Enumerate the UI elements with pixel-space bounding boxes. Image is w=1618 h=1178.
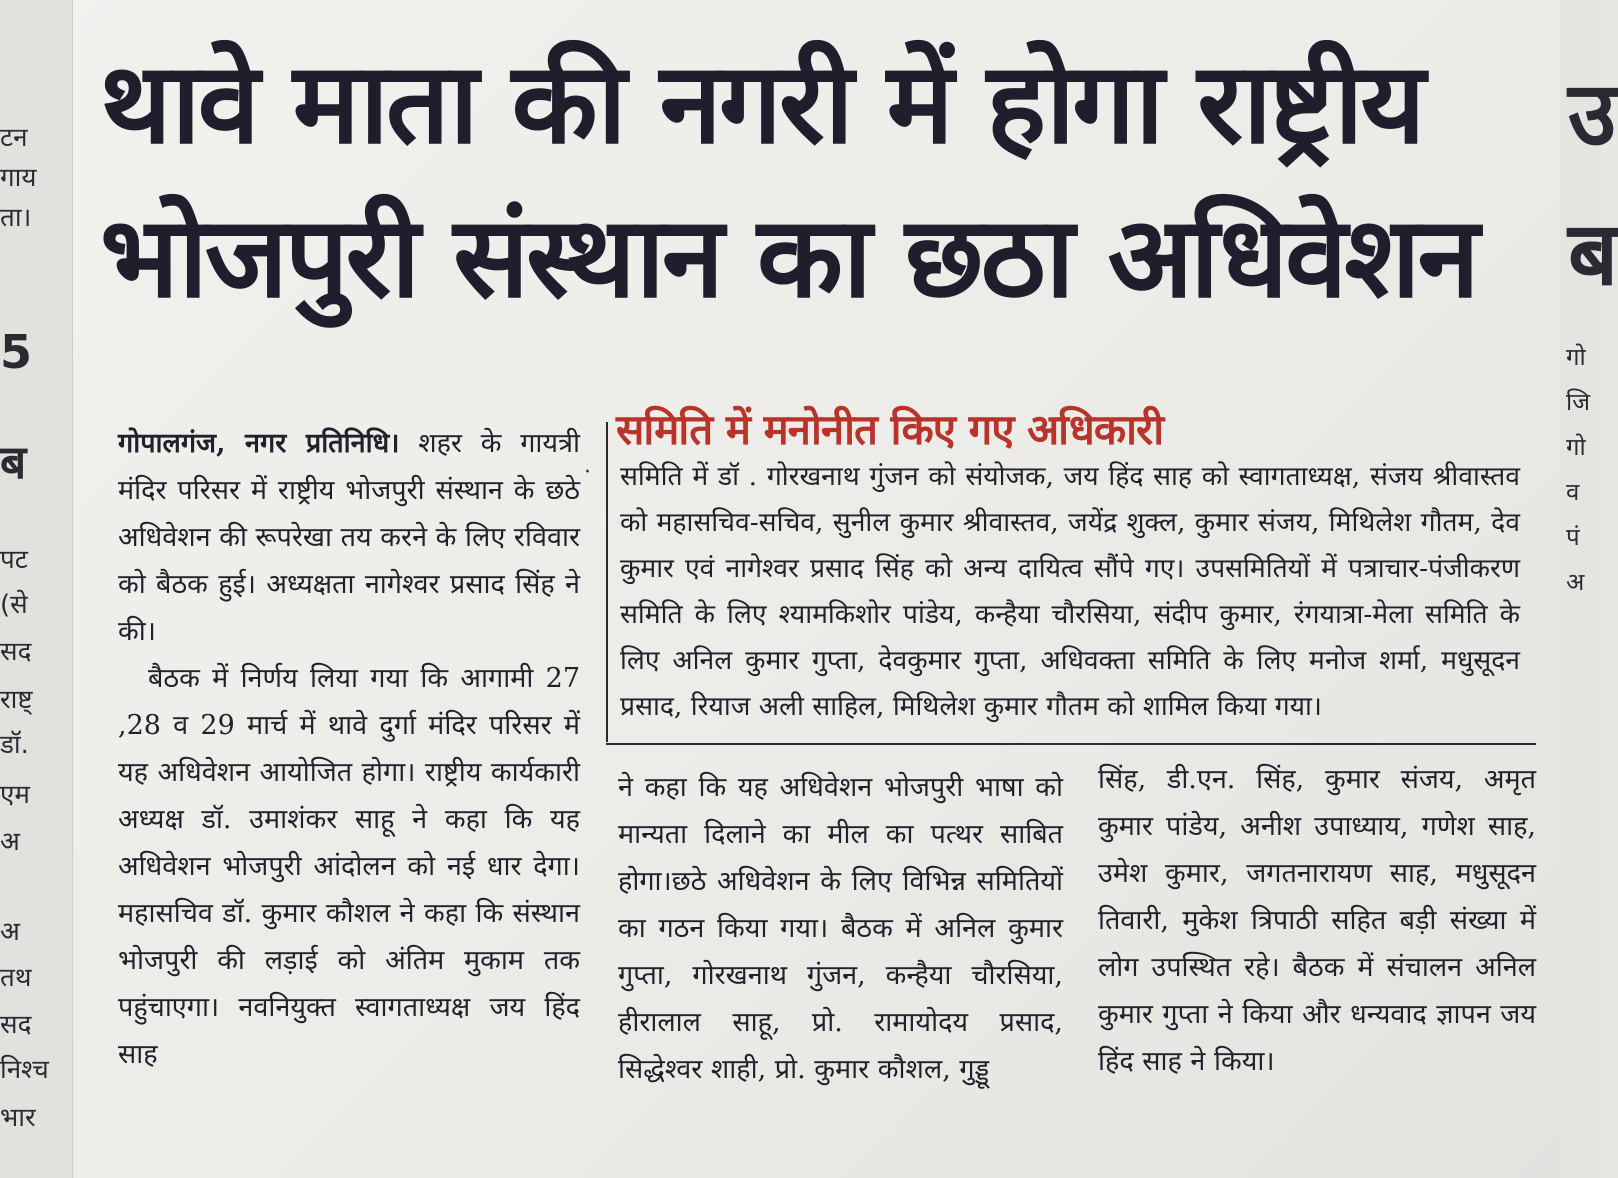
left-fragment: डॉ. [0,730,29,760]
paragraph-2: बैठक में निर्णय लिया गया कि आगामी 27 ,28 व 29 मार्च में थावे दुर्गा मंदिर परिसर में यह अधिवेशन आयोजित होगा। राष्ट्रीय कार्यकारी अध्यक्ष डॉ. उमाशंकर साहू ने कहा कि यह अधिवेशन भोजपुरी आंदोलन को नई धार देगा।महासचिव डॉ. कुमार कौशल ने कहा कि संस्थान भोजपुरी की लड़ाई को अंतिम मुकाम तक पहुंचाएगा। नवनियुक्त स्वागताध्यक्ष जय हिंद साह [118,663,580,1070]
sidebar-box [584,400,1536,750]
article-column-3 [1098,756,1536,1085]
right-fragment: गो [1566,433,1586,461]
left-fragment: एम [0,780,30,810]
right-fragment: व [1566,478,1580,506]
left-fragment: ता। [0,203,32,233]
right-fragment: जि [1566,388,1591,416]
right-fragment: पं [1566,523,1580,551]
right-fragment: उ [1568,62,1617,165]
left-fragment: टन [0,123,28,153]
box-left-rule [606,422,608,742]
dateline: गोपालगंज, नगर प्रतिनिधि। [118,428,400,459]
headline-line-2: भोजपुरी संस्थान का छठा अधिवेशन [100,193,1477,323]
left-fragment: निश्च [0,1055,49,1085]
article-column-1 [118,420,580,1078]
left-fragment: अ [0,917,20,947]
left-fragment: अ [0,827,20,857]
bullet-dot: · [584,460,591,485]
box-bottom-rule [606,743,1536,745]
right-fragment: अ [1566,568,1585,596]
article-column-2 [618,764,1063,1093]
right-fragment: गो [1566,343,1586,371]
adjacent-column-right [1560,0,1618,1178]
left-fragment: 5 [0,325,33,379]
left-fragment: पट [0,545,28,575]
paragraph-1 [118,420,580,655]
left-fragment: (से [0,590,28,620]
paragraph-1-text: शहर के गायत्री मंदिर परिसर में राष्ट्रीय भोजपुरी संस्थान के छठे अधिवेशन की रूपरेखा तय करने के लिए रविवार को बैठक हुई। अध्यक्षता नागेश्वर प्रसाद सिंह ने की। [118,428,580,647]
left-fragment: तथ [0,963,32,993]
left-fragment: सद [0,1010,32,1040]
left-fragment: ब [0,435,27,489]
headline-line-1: थावे माता की नगरी में होगा राष्ट्रीय [100,39,1423,169]
adjacent-column-left [0,0,73,1178]
left-fragment: सद [0,637,32,667]
box-subheading: समिति में मनोनीत किए गए अधिकारी [616,405,1164,454]
box-text: समिति में डॉ . गोरखनाथ गुंजन को संयोजक, जय हिंद साह को स्वागताध्यक्ष, संजय श्रीवास्तव को महासचिव-सचिव, सुनील कुमार श्रीवास्तव, जयेंद्र शुक्ल, कुमार संजय, मिथिलेश गौतम, देव कुमार एवं नागेश्वर प्रसाद सिंह को अन्य दायित्व सौंपे गए। उपसमितियों में पत्राचार-पंजीकरण समिति के लिए श्यामकिशोर पांडेय, कन्हैया चौरसिया, संदीप कुमार, रंगयात्रा-मेला समिति के लिए अनिल कुमार गुप्ता, देवकुमार गुप्ता, अधिवक्ता समिति के लिए मनोज शर्मा, मधुसूदन प्रसाद, रियाज अली साहिल, मिथिलेश कुमार गौतम को शामिल किया गया। [620,461,1520,722]
column-3-text: सिंह, डी.एन. सिंह, कुमार संजय, अमृत कुमार पांडेय, अनीश उपाध्याय, गणेश साह, उमेश कुमार, जगतनारायण साह, मधुसूदन तिवारी, मुकेश त्रिपाठी सहित बड़ी संख्या में लोग उपस्थित रहे। बैठक में संचालन अनिल कुमार गुप्ता ने किया और धन्यवाद ज्ञापन जय हिंद साह ने किया। [1098,764,1536,1077]
left-fragment: भार [0,1103,36,1133]
left-fragment: गाय [0,163,37,193]
left-fragment: राष्ट् [0,685,33,715]
right-fragment: ब [1568,202,1618,305]
column-2-text: ने कहा कि यह अधिवेशन भोजपुरी भाषा को मान्यता दिलाने का मील का पत्थर साबित होगा।छठे अधिवेशन के लिए विभिन्न समितियों का गठन किया गया। बैठक में अनिल कुमार गुप्ता, गोरखनाथ गुंजन, कन्हैया चौरसिया, हीरालाल साहू, प्रो. रामायोदय प्रसाद, सिद्धेश्वर शाही, प्रो. कुमार कौशल, गुड्डू [618,772,1063,1085]
